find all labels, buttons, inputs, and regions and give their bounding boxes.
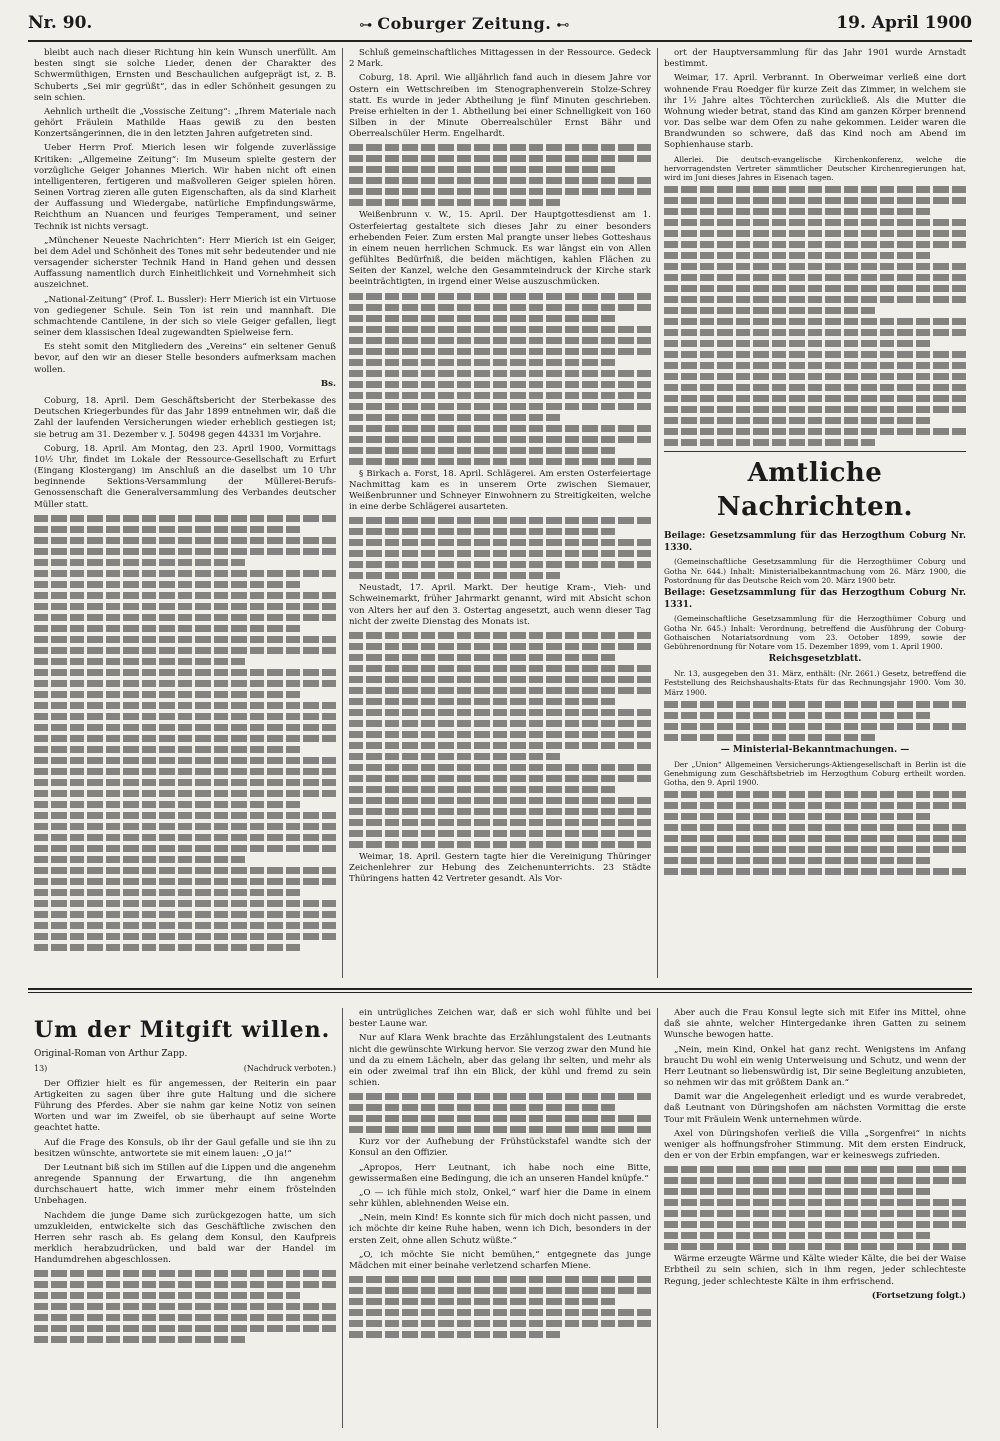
novel-paragraph: Kurz vor der Aufhebung der Frühstückstafel wandte sich der Konsul an den Offizier. (349, 1137, 651, 1159)
novel-meta (34, 1064, 336, 1074)
novel-paragraph: ein untrügliches Zeichen war, daß er sich wohl fühlte und bei bester Laune war. (349, 1008, 651, 1030)
beilage-title: Beilage: Gesetzsammlung für das Herzogthum Coburg Nr. 1330. (664, 530, 966, 553)
article-paragraph: Ueber Herrn Prof. Mierich lesen wir folgende zuverlässige Kritiken: „Allgemeine Zeitung“: Im Museum spielte gestern der vorzügliche Geiger Johannes Mierich. Wir haben nicht oft einen intelligenteren, fertigeren und maßvolleren Geiger spielen hören. Seinen Vortrag zieren alle guten Eigenschaften, als da sind Klarheit der Auffassung und Wiedergabe, natürliche Empfindungswärme, Reichthum an Nuancen und feuriges Temperament, und seiner Technik ist nichts versagt. (34, 143, 336, 232)
article-paragraph: Coburg, 18. April. Dem Geschäftsbericht der Sterbekasse des Deutschen Kriegerbundes für das Jahr 1899 entnehmen wir, daß die Zahl der laufenden Versicherungen wieder erheblich gestiegen ist; sie betrug am 31. Dezember v. J. 50498 gegen 44331 im Vorjahre. (34, 395, 336, 440)
article-paragraph: Allerlei. Die deutsch-evangelische Kirchenkonferenz, welche die hervorragendsten Vertreter sämmtlicher Deutscher Kirchenregierungen hat, wird im Juni dieses Jahres in Eisenach tagen. (664, 154, 966, 183)
text-fill (664, 186, 966, 446)
novel-column-1 (28, 1008, 342, 1428)
ornament-left-icon: ⊶ (359, 17, 373, 33)
novel-subtitle: Original-Roman von Arthur Zapp. (34, 1048, 188, 1059)
column-1 (28, 48, 342, 978)
column-3 (657, 48, 972, 978)
installment-number: 13) (34, 1064, 48, 1074)
novel-paragraph: Damit war die Angelegenheit erledigt und es wurde verabredet, daß Leutnant von Düringshofen am nächsten Vormittag die erste Tour mit Fräulein Wenk unternehmen würde. (664, 1092, 966, 1125)
beilage-text: (Gemeinschaftliche Gesetzsammlung für die Herzogthümer Coburg und Gotha Nr. 645.) Inhalt: Verordnung, betreffend die Ausführung der Coburg-Gothaischen Notariatsordnung vom 23. October 1899, sowie der Gebührenordnung für Notare vom 15. Dezember 1899, vom 1. April 1900. (664, 614, 966, 652)
novel-paragraph: Nachdem die junge Dame sich zurückgezogen hatte, um sich umzukleiden, entwickelte sich das Geschäftliche zwischen den Herren sehr rasch ab. Es gelang dem Konsul, den Kaufpreis merklich herabzudrücken, und bald war der Handel im Handumdrehen abgeschlossen. (34, 1210, 336, 1266)
subsection-heading: Reichsgesetzblatt. (768, 654, 862, 665)
article-paragraph: Schluß gemeinschaftliches Mittagessen in der Ressource. Gedeck 2 Mark. (349, 48, 651, 70)
novel-paragraph: Der Offizier hielt es für angemessen, der Reiterin ein paar Artigkeiten zu sagen über ihre gute Haltung und die sichere Führung des Pferdes. Aber sie nahm gar keine Notiz von seinen Worten und war im Zweifel, ob sie überhaupt auf seine Worte geachtet hatte. (34, 1078, 336, 1134)
novel-paragraph: „O, ich möchte Sie nicht bemühen,“ entgegnete das junge Mädchen mit einer beinahe verletzend scharfen Miene. (349, 1249, 651, 1271)
subsection-text: Nr. 13, ausgegeben den 31. März, enthält: (Nr. 2661.) Gesetz, betreffend die Feststellung des Reichshaushalts-Etats für das Rechnungsjahr 1900. Vom 30. März 1900. (664, 669, 966, 697)
masthead-title-group (359, 14, 569, 33)
novel-paragraph: Der Leutnant biß sich im Stillen auf die Lippen und die angenehm anregende Spannung der Erwartung, die ihn angenehm durchschauert hatte, wich immer mehr einem fröstelnden Unbehagen. (34, 1162, 336, 1207)
text-fill (349, 632, 651, 848)
column-2 (342, 48, 657, 978)
beilage-text: (Gemeinschaftliche Gesetzsammlung für die Herzogthümer Coburg und Gotha Nr. 644.) Inhalt: Ministerialbekanntmachung vom 26. März 1900, die Postordnung für das Deutsche Reich vom 20. März 1900 betr. (664, 557, 966, 585)
masthead (28, 6, 972, 42)
subsection-text: Der „Union“ Allgemeinen Versicherungs-Aktiengesellschaft in Berlin ist die Genehmigung zum Geschäftsbetrieb im Herzogthum Coburg ertheilt worden. Gotha, den 9. April 1900. (664, 759, 966, 788)
issue-date: 19. April 1900 (836, 13, 972, 33)
beilage-title: Beilage: Gesetzsammlung für das Herzogthum Coburg Nr. 1331. (664, 588, 966, 610)
article-paragraph: Coburg, 18. April. Am Montag, den 23. April 1900, Vormittags 10½ Uhr, findet im Lokale der Ressource-Gesellschaft zu Erfurt (Eingang Klostergang) im Anschluß an die daselbst um 10 Uhr beginnende Sektions-Versammlung der Müllerei-Berufs-Genossenschaft die Generalversammlung des Verbandes deutscher Müller statt. (34, 443, 336, 510)
novel-paragraph: „O — ich fühle mich stolz, Onkel,“ warf hier die Dame in einem sehr kühlen, ablehnenden Weise ein. (349, 1187, 651, 1210)
article-paragraph: Coburg, 18. April. Wie alljährlich fand auch in diesem Jahre vor Ostern ein Wettschreiben im Stenographenverein Stolze-Schrey statt. Es wurde in jeder Abtheilung je fünf Minuten geschrieben. Preise erhielten in der 1. Abtheilung bei einer Schnelligkeit von 160 Silben in der Minute Oberrealschüler Ernst Bähr und Oberrealschüler Herm. Engelhardt. (349, 73, 651, 140)
newspaper-title: Coburger Zeitung. (377, 13, 552, 33)
novel-column-3 (657, 1008, 972, 1428)
section-divider (664, 451, 966, 452)
novel-paragraph: Wärme erzeugte Wärme und Kälte wieder Kälte, die bei der Waise Erbtheil zu sein schien, sich in ihm regen, jeder schlechteste Regung, jeder schlechteste Kälte in ihm erfrischend. (664, 1254, 966, 1287)
continuation-note: (Fortsetzung folgt.) (871, 1290, 966, 1301)
ornament-right-icon: ⊷ (556, 17, 570, 33)
article-paragraph: Aehnlich urtheilt die „Vossische Zeitung“: „Ihrem Materiale nach gehört Fräulein Mathilde Haas gewiß zu den besten Konzertsängerinnen, die in den letzten Jahren aufgetreten sind. (34, 106, 336, 140)
novel-paragraph: Nur auf Klara Wenk brachte das Erzählungstalent des Leutnants nicht die gewünschte Wirkung hervor. Sie verzog zwar den Mund hie und da zu einem Lächeln, aber das gelang ihr selten, und mehr als ein oder zweimal traf ihn ein Blick, der kühl und fremd zu sein schien. (349, 1033, 651, 1089)
author-signature: Bs. (320, 378, 336, 389)
section-heading: Amtliche Nachrichten. (716, 458, 914, 523)
novel-title: Um der Mitgift willen. (34, 1017, 331, 1043)
article-paragraph: bleibt auch nach dieser Richtung hin kein Wunsch unerfüllt. Am besten singt sie solche Lieder, denen der Charakter des Schwermüthigen, Ernsten und Beschaulichen aufgeprägt ist, z. B. Schuberts „Sei mir gegrüßt“, das in edler Schönheit gesungen zu sein schien. (34, 48, 336, 103)
feuilleton-section (28, 1008, 972, 1428)
horizontal-rule (28, 988, 972, 990)
article-paragraph: Es steht somit den Mitgliedern des „Vereins“ ein seltener Genuß bevor, auf den wir an dieser Stelle besonders aufmerksam machen wollen. (34, 342, 336, 375)
article-paragraph: § Birkach a. Forst, 18. April. Schlägerei. Am ersten Osterfeiertage Nachmittag kam es in unserem Orte zwischen Siemauer, Weißenbrunner und Schneyer Einwohnern zu Streitigkeiten, welche in eine derbe Schlägerei ausarteten. (349, 468, 651, 513)
article-paragraph: ort der Hauptversammlung für das Jahr 1901 wurde Arnstadt bestimmt. (664, 48, 966, 70)
text-fill (664, 791, 966, 875)
subsection-heading: — Ministerial-Bekanntmachungen. — (720, 744, 910, 755)
article-paragraph: „Münchener Neueste Nachrichten“: Herr Mierich ist ein Geiger, bei dem Adel und Schönheit des Tones mit sehr bedeutender und nie versagender sicherster Technik Hand in Hand gehen und dessen Auffassung namentlich durch Einheitlichkeit und Vornehmheit sich auszeichnet. (34, 235, 336, 291)
article-paragraph: „National-Zeitung“ (Prof. L. Bussler): Herr Mierich ist ein Virtuose von gediegener Schule. Sein Ton ist rein und mannhaft. Die schmachtende Cantilene, in der sich so viele Geiger gefallen, liegt seiner dem klassischen Ideal zugewandten Spielweise fern. (34, 294, 336, 339)
novel-paragraph: „Nein, mein Kind, Onkel hat ganz recht. Wenigstens im Anfang braucht Du wohl ein wenig Unterweisung und Schutz, und wenn der Herr Leutnant so liebenswürdig ist, Dir seine Begleitung anzubieten, so nehmen wir das mit größtem Dank an.“ (664, 1044, 966, 1089)
text-fill (349, 1093, 651, 1133)
novel-paragraph: Aber auch die Frau Konsul legte sich mit Eifer ins Mittel, ohne daß sie ahnte, welcher Hintergedanke ihren Gatten zu seinem Wunsche bewogen hatte. (664, 1008, 966, 1041)
text-fill (664, 1166, 966, 1250)
novel-column-2 (342, 1008, 657, 1428)
text-fill (664, 701, 966, 741)
text-fill (349, 293, 651, 465)
horizontal-rule (28, 992, 972, 993)
text-fill (34, 1270, 336, 1343)
text-fill (349, 1276, 651, 1338)
text-fill (349, 144, 651, 206)
novel-paragraph: „Apropos, Herr Leutnant, ich habe noch eine Bitte, gewissermaßen eine Bedingung, die ich an unseren Handel knüpfe.“ (349, 1162, 651, 1184)
novel-paragraph: Axel von Düringshofen verließ die Villa „Sorgenfrei“ in nichts weniger als hoffnungsfroher Stimmung. Mit dem ersten Eindruck, den er von der Erbin empfangen, war er keineswegs zufrieden. (664, 1128, 966, 1162)
novel-paragraph: „Nein, mein Kind! Es konnte sich für mich doch nicht passen, und ich möchte dir keine Ruhe haben, wenn ich Dich, besonders in der ersten Zeit, ohne allen Schutz wüßte.“ (349, 1213, 651, 1246)
article-paragraph: Weimar, 18. April. Gestern tagte hier die Vereinigung Thüringer Zeichenlehrer zur Hebung des Zeichenunterrichts. 23 Städte Thüringens hatten 42 Vertreter gesandt. Als Vor- (349, 851, 651, 885)
issue-number: Nr. 90. (28, 13, 93, 33)
text-fill (34, 515, 336, 951)
article-paragraph: Weimar, 17. April. Verbrannt. In Oberweimar verließ eine dort wohnende Frau Roedger für kurze Zeit das Zimmer, in welchem sie ihr 1½ Jahre altes Töchterchen zurückließ. Als die Mutter die Wohnung wieder betrat, stand das Kind am ganzen Körper brennend vor. Das selbe war dem Ofen zu nahe gekommen. Leider waren die Brandwunden so schwere, daß das Kind noch am Abend im Sophienhause starb. (664, 73, 966, 151)
novel-paragraph: Auf die Frage des Konsuls, ob ihr der Gaul gefalle und sie ihn zu besitzen wünschte, antwortete sie mit einem lauen: „O ja!“ (34, 1137, 336, 1159)
article-paragraph: Neustadt, 17. April. Markt. Der heutige Kram-, Vieh- und Schweinemarkt, früher Jahrmarkt genannt, wird mit Absicht schon von Alters her auf den 3. Ostertag angesetzt, auch wenn dieser Tag nicht der zweite Dienstag des Monats ist. (349, 583, 651, 627)
news-section (28, 48, 972, 978)
text-fill (349, 517, 651, 579)
article-paragraph: Weißenbrunn v. W., 15. April. Der Hauptgottesdienst am 1. Osterfeiertag gestaltete sich dieses Jahr zu einer besonders erhebenden Feier. Zum ersten Mal prangte unser liebes Gotteshaus in einem neuen herrlichen Schmuck. Es war längst ein von Allen gefühltes Bedürfniß, die beiden mächtigen, kahlen Flächen zu Seiten der Kanzel, welche den Gesammteindruck der Kirche stark beeinträchtigten, in irgend einer Weise auszuschmücken. (349, 210, 651, 288)
reprint-note: (Nachdruck verboten.) (243, 1064, 336, 1074)
